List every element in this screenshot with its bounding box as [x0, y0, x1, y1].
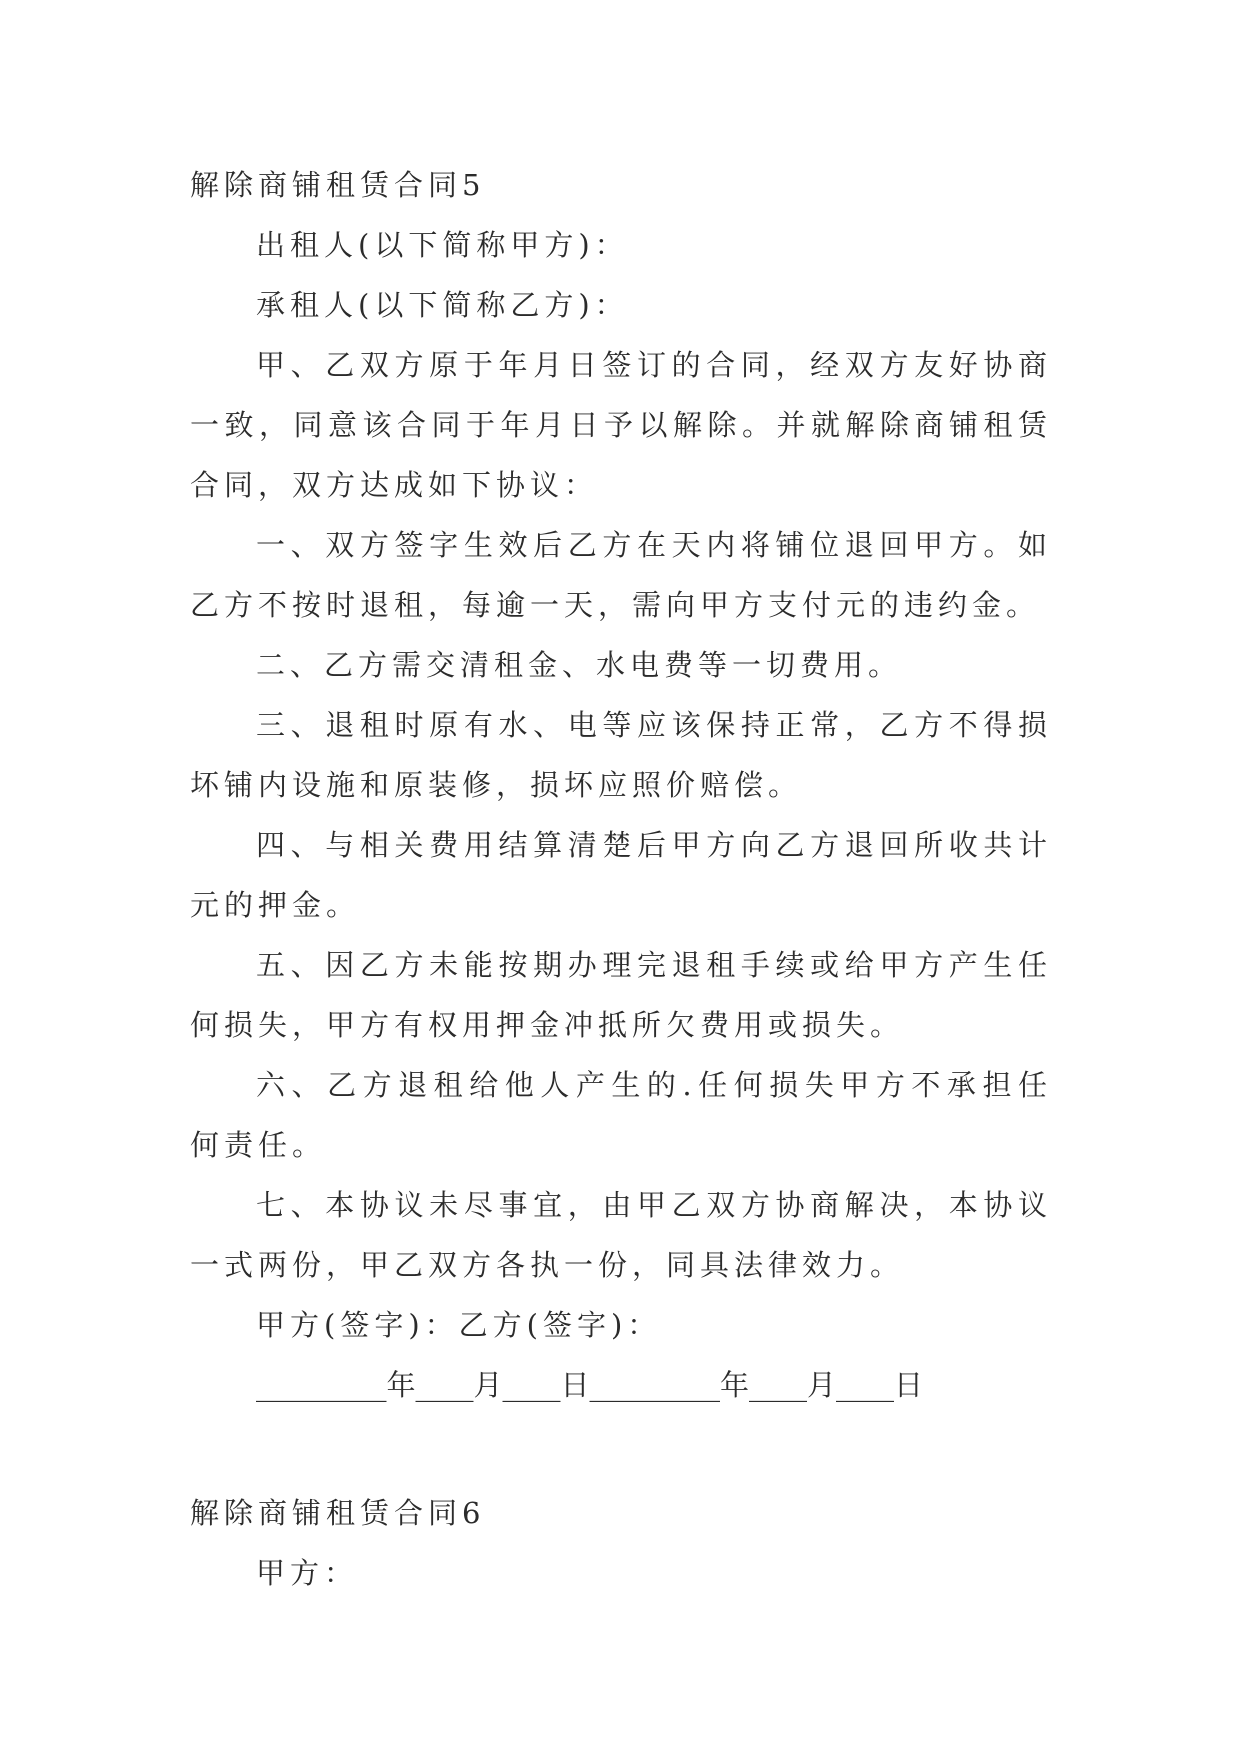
- lessee-line: 承租人(以下简称乙方)：: [256, 288, 629, 322]
- preamble-paragraph: 甲、乙双方原于年月日签订的合同，经双方友好协商一致，同意该合同于年月日予以解除。并就解除商铺租赁合同，双方达成如下协议：: [190, 348, 1052, 502]
- section-gap: [190, 1415, 1052, 1483]
- clause-6: 六、乙方退租给他人产生的.任何损失甲方不承担任何责任。: [190, 1068, 1052, 1162]
- party-a-line: 甲方：: [256, 1556, 359, 1590]
- section-5-title: 解除商铺租赁合同5: [190, 168, 486, 202]
- clause-4: 四、与相关费用结算清楚后甲方向乙方退回所收共计元的押金。: [190, 828, 1052, 922]
- date-line-text: _________年____月____日_________年____月____日: [256, 1368, 924, 1402]
- signature-line: 甲方(签字)：乙方(签字)：: [256, 1308, 662, 1342]
- document-page: [190, 155, 1052, 1603]
- lessor-line: 出租人(以下简称甲方)：: [256, 228, 629, 262]
- clause-3: 三、退租时原有水、电等应该保持正常，乙方不得损坏铺内设施和原装修，损坏应照价赔偿。: [190, 708, 1052, 802]
- clause-5: 五、因乙方未能按期办理完退租手续或给甲方产生任何损失，甲方有权用押金冲抵所欠费用或损失。: [190, 948, 1052, 1042]
- clause-7: 七、本协议未尽事宜，由甲乙双方协商解决，本协议一式两份，甲乙双方各执一份，同具法律效力。: [190, 1188, 1052, 1282]
- clause-2: 二、乙方需交清租金、水电费等一切费用。: [256, 648, 903, 682]
- date-line: [190, 1355, 1052, 1415]
- section-6-title: 解除商铺租赁合同6: [190, 1496, 486, 1530]
- clause-1: 一、双方签字生效后乙方在天内将铺位退回甲方。如乙方不按时退租，每逾一天，需向甲方支付元的违约金。: [190, 528, 1052, 622]
